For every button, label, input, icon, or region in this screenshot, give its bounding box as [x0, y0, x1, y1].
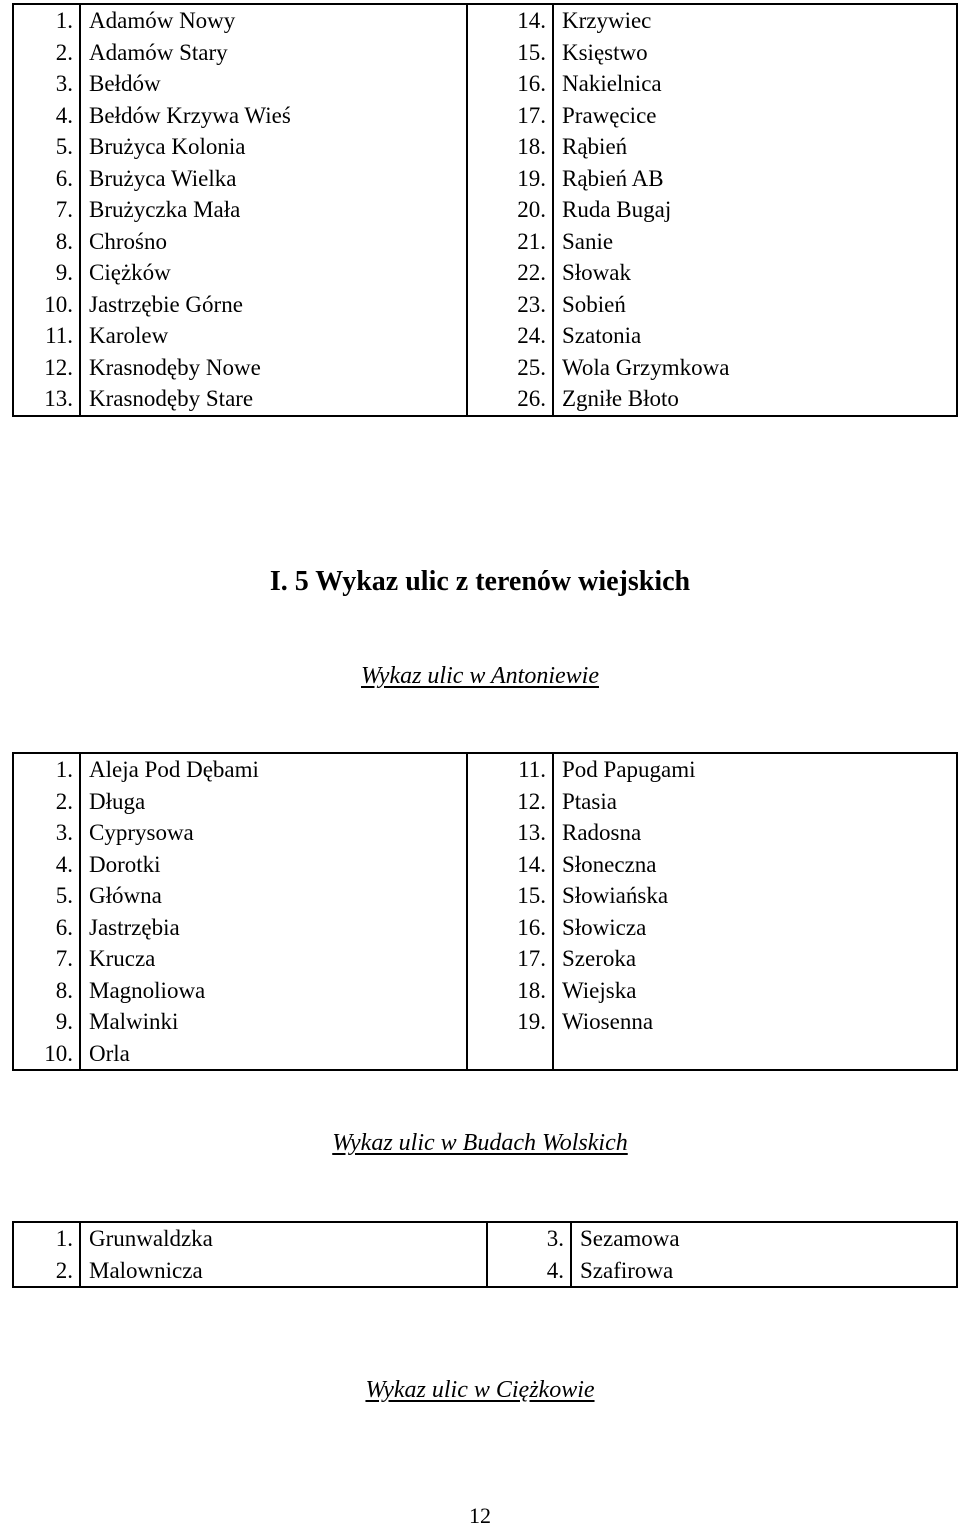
village-name: Krasnodęby Stare — [80, 383, 467, 416]
table-row — [13, 1038, 957, 1071]
village-name: Brużyca Wielka — [80, 163, 467, 195]
row-number: 19. — [467, 163, 553, 195]
village-name: Rąbień — [553, 131, 957, 163]
antoniew-heading: Wykaz ulic w Antoniewie — [361, 663, 599, 689]
row-number: 17. — [467, 943, 553, 975]
street-name: Wiejska — [553, 975, 957, 1007]
street-name: Szafirowa — [571, 1255, 957, 1288]
village-name: Ciężków — [80, 257, 467, 289]
row-number: 3. — [487, 1222, 571, 1255]
table-row — [13, 320, 957, 352]
row-number: 26. — [467, 383, 553, 416]
table-row — [13, 1222, 957, 1255]
street-name: Grunwaldzka — [80, 1222, 487, 1255]
table-row — [13, 943, 957, 975]
page-number: 12 — [469, 1503, 491, 1528]
table-row — [13, 975, 957, 1007]
village-name: Prawęcice — [553, 100, 957, 132]
table-row — [13, 352, 957, 384]
village-name: Brużyczka Mała — [80, 194, 467, 226]
village-name: Słowak — [553, 257, 957, 289]
street-name: Aleja Pod Dębami — [80, 753, 467, 786]
table-row — [13, 131, 957, 163]
budy-table-body — [13, 1222, 957, 1287]
street-name: Sezamowa — [571, 1222, 957, 1255]
row-number: 5. — [13, 131, 80, 163]
village-name: Bełdów — [80, 68, 467, 100]
street-name: Ptasia — [553, 786, 957, 818]
row-number: 14. — [467, 849, 553, 881]
street-name: Jastrzębia — [80, 912, 467, 944]
table-row — [13, 880, 957, 912]
row-number: 3. — [13, 817, 80, 849]
village-name: Brużyca Kolonia — [80, 131, 467, 163]
row-number: 7. — [13, 943, 80, 975]
street-name: Słowicza — [553, 912, 957, 944]
row-number: 3. — [13, 68, 80, 100]
row-number: 17. — [467, 100, 553, 132]
village-name: Adamów Stary — [80, 37, 467, 69]
villages-table — [12, 3, 958, 417]
table-row — [13, 4, 957, 37]
street-name: Magnoliowa — [80, 975, 467, 1007]
row-number: 14. — [467, 4, 553, 37]
table-row — [13, 163, 957, 195]
antoniew-table-body — [13, 753, 957, 1070]
street-name — [553, 1038, 957, 1071]
row-number: 8. — [13, 226, 80, 258]
row-number: 9. — [13, 1006, 80, 1038]
street-name: Główna — [80, 880, 467, 912]
street-name: Krucza — [80, 943, 467, 975]
street-name: Cyprysowa — [80, 817, 467, 849]
village-name: Księstwo — [553, 37, 957, 69]
table-row — [13, 68, 957, 100]
village-name: Rąbień AB — [553, 163, 957, 195]
street-name: Długa — [80, 786, 467, 818]
row-number: 10. — [13, 289, 80, 321]
row-number: 4. — [13, 100, 80, 132]
row-number: 11. — [13, 320, 80, 352]
row-number: 12. — [467, 786, 553, 818]
street-name: Szeroka — [553, 943, 957, 975]
village-name: Wola Grzymkowa — [553, 352, 957, 384]
row-number: 11. — [467, 753, 553, 786]
row-number: 12. — [13, 352, 80, 384]
village-name: Jastrzębie Górne — [80, 289, 467, 321]
row-number: 15. — [467, 37, 553, 69]
table-row — [13, 753, 957, 786]
village-name: Adamów Nowy — [80, 4, 467, 37]
street-name: Malwinki — [80, 1006, 467, 1038]
village-name: Bełdów Krzywa Wieś — [80, 100, 467, 132]
row-number: 18. — [467, 131, 553, 163]
table-row — [13, 849, 957, 881]
table-row — [13, 257, 957, 289]
row-number: 2. — [13, 37, 80, 69]
section-heading: I. 5 Wykaz ulic z terenów wiejskich — [269, 566, 691, 597]
row-number: 6. — [13, 163, 80, 195]
table-row — [13, 1006, 957, 1038]
table-row — [13, 226, 957, 258]
row-number: 23. — [467, 289, 553, 321]
budy-streets-table — [12, 1221, 958, 1288]
row-number: 1. — [13, 753, 80, 786]
row-number: 4. — [13, 849, 80, 881]
street-name: Malownicza — [80, 1255, 487, 1288]
row-number — [467, 1038, 553, 1071]
table-row — [13, 37, 957, 69]
street-name: Dorotki — [80, 849, 467, 881]
villages-table-body — [13, 4, 957, 416]
village-name: Krzywiec — [553, 4, 957, 37]
row-number: 22. — [467, 257, 553, 289]
row-number: 13. — [467, 817, 553, 849]
row-number: 25. — [467, 352, 553, 384]
table-row — [13, 383, 957, 416]
row-number: 7. — [13, 194, 80, 226]
table-row — [13, 786, 957, 818]
village-name: Sanie — [553, 226, 957, 258]
village-name: Nakielnica — [553, 68, 957, 100]
row-number: 24. — [467, 320, 553, 352]
row-number: 2. — [13, 1255, 80, 1288]
ciezkow-heading: Wykaz ulic w Ciężkowie — [365, 1377, 595, 1403]
street-name: Pod Papugami — [553, 753, 957, 786]
row-number: 1. — [13, 1222, 80, 1255]
row-number: 5. — [13, 880, 80, 912]
village-name: Chrośno — [80, 226, 467, 258]
row-number: 1. — [13, 4, 80, 37]
row-number: 15. — [467, 880, 553, 912]
row-number: 16. — [467, 68, 553, 100]
street-name: Orla — [80, 1038, 467, 1071]
row-number: 6. — [13, 912, 80, 944]
village-name: Szatonia — [553, 320, 957, 352]
table-row — [13, 194, 957, 226]
row-number: 19. — [467, 1006, 553, 1038]
table-row — [13, 912, 957, 944]
row-number: 8. — [13, 975, 80, 1007]
street-name: Słowiańska — [553, 880, 957, 912]
row-number: 9. — [13, 257, 80, 289]
table-row — [13, 100, 957, 132]
village-name: Sobień — [553, 289, 957, 321]
row-number: 10. — [13, 1038, 80, 1071]
table-row — [13, 289, 957, 321]
row-number: 4. — [487, 1255, 571, 1288]
table-row — [13, 1255, 957, 1288]
budy-heading: Wykaz ulic w Budach Wolskich — [332, 1130, 628, 1156]
street-name: Słoneczna — [553, 849, 957, 881]
row-number: 16. — [467, 912, 553, 944]
village-name: Krasnodęby Nowe — [80, 352, 467, 384]
row-number: 21. — [467, 226, 553, 258]
row-number: 18. — [467, 975, 553, 1007]
row-number: 20. — [467, 194, 553, 226]
village-name: Zgniłe Błoto — [553, 383, 957, 416]
village-name: Karolew — [80, 320, 467, 352]
street-name: Radosna — [553, 817, 957, 849]
table-row — [13, 817, 957, 849]
row-number: 13. — [13, 383, 80, 416]
street-name: Wiosenna — [553, 1006, 957, 1038]
row-number: 2. — [13, 786, 80, 818]
village-name: Ruda Bugaj — [553, 194, 957, 226]
antoniew-streets-table — [12, 752, 958, 1071]
